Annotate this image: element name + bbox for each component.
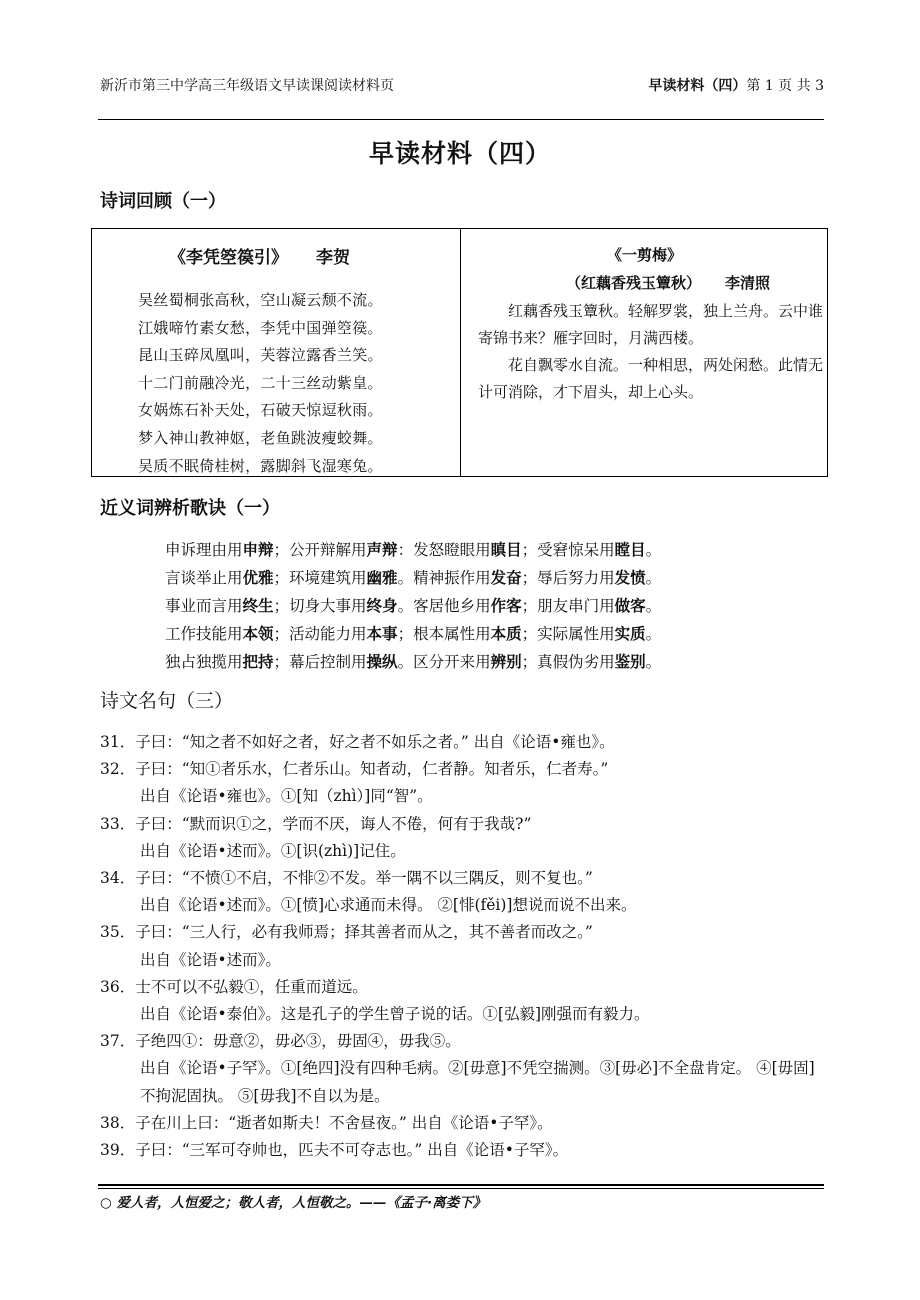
header-page-info (648, 76, 824, 97)
quote-text: 35．子曰：“三人行，必有我师焉；择其善者而从之，其不善者而改之。” (100, 923, 593, 942)
synonym-context: 。客居他乡用 (397, 597, 491, 615)
synonym-context: ；公开辩解用 (273, 541, 367, 559)
right-poem-subtitle: （红藕香残玉簟秋） (566, 274, 702, 292)
synonym-context: 申诉理由用 (165, 541, 243, 559)
poem-table-divider (460, 229, 461, 476)
quote-item (100, 865, 826, 919)
header-rule (98, 119, 824, 120)
header-material: 早读材料（四） (648, 78, 747, 94)
synonym-context: 。 (645, 541, 662, 559)
synonym-word: 鉴别 (614, 653, 646, 671)
section-heading-quotes: 诗文名句（三） (100, 690, 234, 712)
synonym-context: ；环境建筑用 (273, 569, 367, 587)
synonym-context: 工作技能用 (165, 625, 243, 643)
synonym-context: 。精神振作用 (397, 569, 491, 587)
right-poem-body (478, 298, 824, 406)
quote-item (100, 729, 826, 756)
quote-item (100, 756, 826, 810)
quote-source-note: 出自《论语•述而》。①[愤]心求通而未得。 ②[悱(fěi)]想说而说不出来。 (140, 896, 637, 915)
quote-source-note: 出自《论语•述而》。 (140, 950, 281, 969)
page-title: 早读材料（四） (368, 139, 551, 168)
right-poem-title: 《一剪梅》 (606, 246, 682, 264)
quote-item (100, 1110, 826, 1137)
synonym-context: 。 (645, 597, 662, 615)
synonym-word: 把持 (242, 653, 274, 671)
right-poem-subtitle-row (566, 272, 770, 293)
poem-line: 十二门前融冷光，二十三丝动紫皇。 (138, 373, 383, 392)
poem-line: 昆山玉碎凤凰叫，芙蓉泣露香兰笑。 (138, 346, 383, 365)
quote-source-note: 出自《论语•子罕》。①[绝四]没有四种毛病。②[毋意]不凭空揣测。③[毋必]不全盘肯定。 ④[毋固]不拘泥固执。 ⑤[毋我]不自以为是。 (140, 1059, 815, 1105)
synonym-word: 发奋 (490, 569, 522, 587)
quote-text: 39．子曰：“三军可夺帅也，匹夫不可夺志也。” 出自《论语•子罕》。 (100, 1141, 569, 1160)
synonym-context: ；朋友串门用 (521, 597, 615, 615)
synonym-line (165, 564, 661, 592)
synonym-context: ；实际属性用 (521, 625, 615, 643)
poem-line: 女娲炼石补天处，石破天惊逗秋雨。 (138, 401, 383, 420)
synonym-context: ；根本属性用 (397, 625, 491, 643)
synonym-word: 作客 (490, 597, 522, 615)
left-poem-body (138, 287, 383, 480)
quote-text: 33．子曰：“默而识①之，学而不厌，诲人不倦，何有于我哉?” (100, 814, 532, 833)
synonym-context: ；辱后努力用 (521, 569, 615, 587)
synonym-word: 终身 (366, 597, 398, 615)
synonym-word: 本领 (242, 625, 274, 643)
quote-item (100, 811, 826, 865)
synonym-word: 瞠目 (614, 541, 646, 559)
quote-source-note: 出自《论语•雍也》。①[知（zhì）]同“智”。 (140, 787, 433, 806)
quote-source-note: 出自《论语•述而》。①[识(zhì)]记住。 (140, 841, 406, 860)
quote-item (100, 919, 826, 973)
synonym-word: 做客 (614, 597, 646, 615)
synonym-word: 优雅 (242, 569, 274, 587)
section-heading-synonyms: 近义词辨析歌诀（一） (100, 498, 280, 519)
synonym-context: 。区分开来用 (397, 653, 491, 671)
footer-quote-row (100, 1191, 486, 1211)
synonym-context: 言谈举止用 (165, 569, 243, 587)
quote-source-note: 出自《论语•泰伯》。这是孔子的学生曾子说的话。①[弘毅]刚强而有毅力。 (140, 1005, 650, 1024)
synonym-context: ；活动能力用 (273, 625, 367, 643)
quote-text: 31．子曰：“知之者不如好之者，好之者不如乐之者。” 出自《论语•雍也》。 (100, 733, 615, 751)
section-heading-poems: 诗词回顾（一） (100, 191, 226, 212)
footer-quote: 爱人者，人恒爱之；敬人者，人恒敬之。——《孟子·离娄下》 (116, 1195, 487, 1211)
synonym-rhyme (165, 536, 661, 676)
quote-text: 34．子曰：“不愤①不启，不悱②不发。举一隅不以三隅反，则不复也。” (100, 869, 593, 888)
poem-line: 江娥啼竹素女愁，李凭中国弹箜篌。 (138, 318, 383, 337)
synonym-word: 本事 (366, 625, 398, 643)
synonym-word: 申辩 (242, 541, 274, 559)
synonym-word: 声辩 (366, 541, 398, 559)
left-poem-author: 李贺 (316, 248, 350, 268)
synonym-line (165, 620, 661, 648)
quote-text: 36．士不可以不弘毅①，任重而道远。 (100, 977, 368, 996)
synonym-context: ；真假伪劣用 (521, 653, 615, 671)
synonym-word: 本质 (490, 625, 522, 643)
synonym-context: 事业而言用 (165, 597, 243, 615)
page-header (100, 76, 824, 118)
synonym-line (165, 648, 661, 676)
right-poem-para: 红藕香残玉簟秋。轻解罗裳，独上兰舟。云中谁寄锦书来？雁字回时，月满西楼。 (478, 302, 824, 347)
synonym-word: 瞋目 (490, 541, 522, 559)
synonym-context: ；切身大事用 (273, 597, 367, 615)
synonym-context: 。 (645, 653, 662, 671)
poem-line: 吴质不眠倚桂树，露脚斜飞湿寒兔。 (138, 456, 383, 475)
synonym-context: 独占独揽用 (165, 653, 243, 671)
synonym-context: ；幕后控制用 (273, 653, 367, 671)
header-page-count: 第 1 页 共 3 (746, 78, 824, 94)
synonym-line (165, 592, 661, 620)
synonym-line (165, 536, 661, 564)
quote-text: 38．子在川上曰：“逝者如斯夫！不舍昼夜。” 出自《论语•子罕》。 (100, 1113, 553, 1132)
poem-line: 梦入神山教神妪，老鱼跳波瘦蛟舞。 (138, 428, 383, 447)
right-poem-author: 李清照 (725, 274, 771, 292)
left-poem-title: 《李凭箜篌引》 (169, 248, 288, 268)
poem-line: 吴丝蜀桐张高秋，空山凝云颓不流。 (138, 291, 383, 309)
synonym-word: 实质 (614, 625, 646, 643)
synonym-word: 幽雅 (366, 569, 398, 587)
synonym-context: ；受窘惊呆用 (521, 541, 615, 559)
right-poem-para: 花自飘零水自流。一种相思，两处闲愁。此情无计可消除，才下眉头，却上心头。 (478, 356, 824, 401)
quote-item (100, 1137, 826, 1164)
footer-rule-thin (98, 1188, 824, 1189)
synonym-context: 。 (645, 569, 662, 587)
synonym-word: 操纵 (366, 653, 398, 671)
synonym-word: 发愤 (614, 569, 646, 587)
quote-text: 37．子绝四①：毋意②，毋必③，毋固④，毋我⑤。 (100, 1032, 461, 1051)
quote-text: 32．子曰：“知①者乐水，仁者乐山。知者动，仁者静。知者乐，仁者寿。” (100, 760, 609, 779)
synonym-context: ：发怒瞪眼用 (397, 541, 491, 559)
footer-bullet-icon: ○ (100, 1195, 112, 1211)
synonym-word: 辨别 (490, 653, 522, 671)
header-school: 新沂市第三中学高三年级语文早读课阅读材料页 (100, 78, 394, 94)
quote-item (100, 974, 826, 1028)
left-poem-title-row (169, 243, 350, 268)
synonym-word: 终生 (242, 597, 274, 615)
quote-list (100, 729, 826, 1164)
quote-item (100, 1028, 826, 1110)
footer-rule-thick (98, 1184, 824, 1186)
synonym-context: 。 (645, 625, 662, 643)
